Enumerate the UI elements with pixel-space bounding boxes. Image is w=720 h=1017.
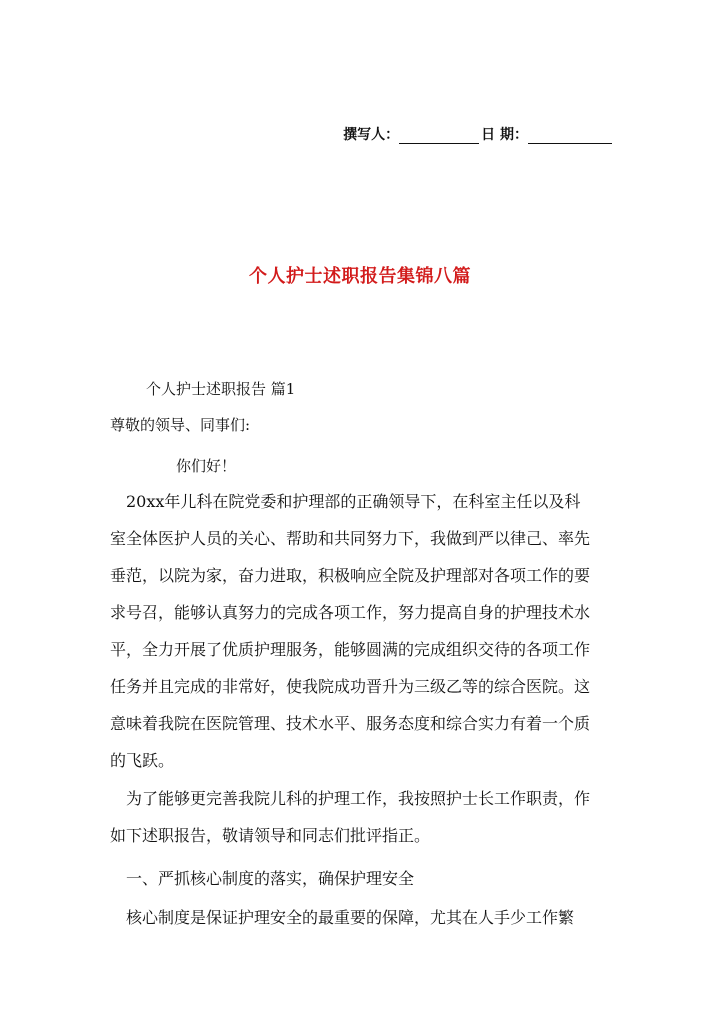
- body-line: 任务并且完成的非常好，使我院成功晋升为三级乙等的综合医院。这: [110, 677, 591, 696]
- author-label: 撰写人：: [343, 127, 400, 143]
- date-blank: [528, 128, 612, 144]
- body-line: 的飞跃。: [110, 751, 175, 770]
- body-line: 平，全力开展了优质护理服务，能够圆满的完成组织交待的各项工作: [110, 640, 591, 659]
- header-signature-line: [0, 124, 612, 144]
- body-line: 20xx年儿科在院党委和护理部的正确领导下，在科室主任以及科: [110, 492, 581, 511]
- body-line: 如下述职报告，敬请领导和同志们批评指正。: [110, 826, 431, 845]
- author-blank: [399, 128, 479, 144]
- greeting: 你们好！: [176, 457, 237, 475]
- body-line: 室全体医护人员的关心、帮助和共同努力下，我做到严以律己、率先: [110, 529, 591, 548]
- body-line: 意味着我院在医院管理、技术水平、服务态度和综合实力有着一个质: [110, 714, 591, 733]
- salutation: 尊敬的领导、同事们:: [110, 416, 251, 434]
- body-line: 求号召，能够认真努力的完成各项工作，努力提高自身的护理技术水: [110, 603, 591, 622]
- body-line: 为了能够更完善我院儿科的护理工作，我按照护士长工作职责，作: [110, 789, 591, 808]
- section-heading: 个人护士述职报告 篇1: [146, 380, 296, 398]
- document-title: 个人护士述职报告集锦八篇: [249, 266, 471, 287]
- body-line: 垂范，以院为家，奋力进取，积极响应全院及护理部对各项工作的要: [110, 566, 591, 585]
- date-label: 日 期：: [481, 127, 528, 143]
- body-line: 一、严抓核心制度的落实，确保护理安全: [110, 869, 415, 888]
- body-line: 核心制度是保证护理安全的最重要的保障，尤其在人手少工作繁: [110, 908, 575, 927]
